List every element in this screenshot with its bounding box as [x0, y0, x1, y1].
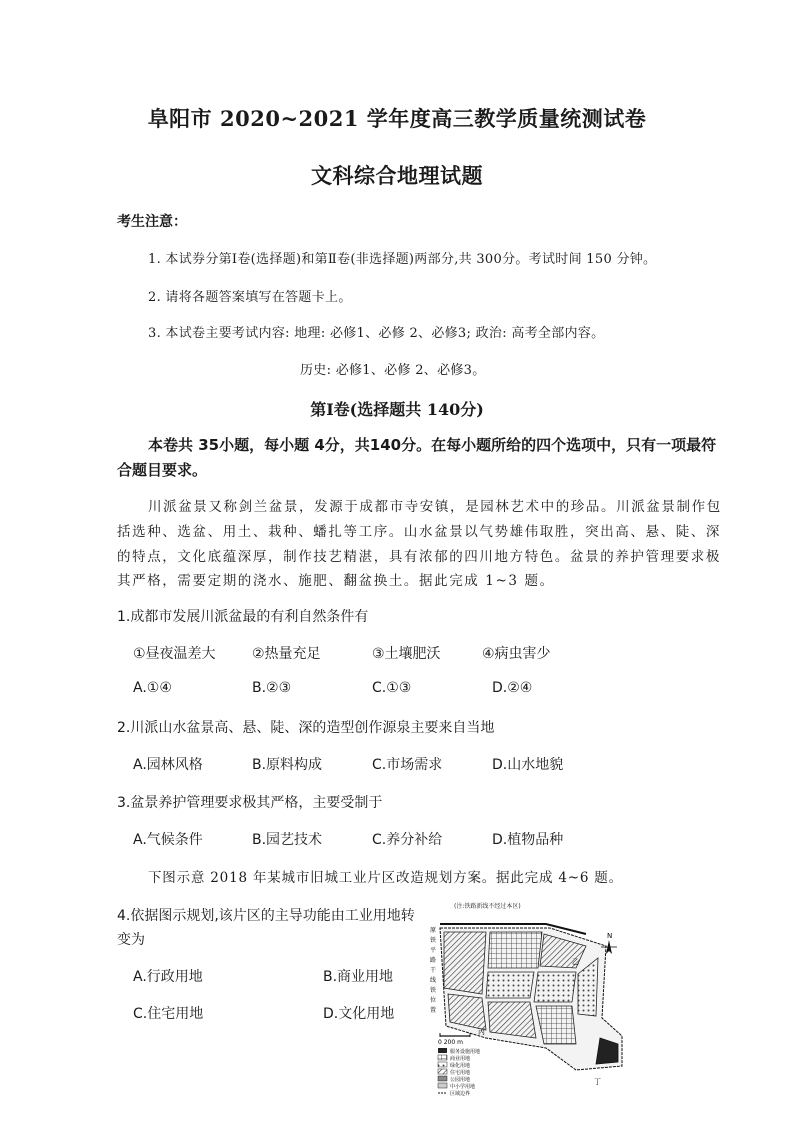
passage1-line3: 的特点，文化底蕴深厚，制作技艺精湛，具有浓郁的四川地方特色。盆景的养护管理要求极 [117, 549, 721, 565]
block-residential-south [488, 1002, 536, 1038]
q1-option-b: B.②③ [252, 680, 292, 696]
passage1-line4: 其严格，需要定期的浇水、施肥、翻盆换土。据此完成 1~3 题。 [117, 573, 555, 589]
map-left-labels [430, 926, 436, 1014]
passage1-line1: 川派盆景又称剑兰盆景，发源于成都市寺安镇，是园林艺术中的珍品。川派盆景制作包 [148, 499, 722, 515]
q2-option-c: C.市场需求 [372, 757, 443, 773]
map-note: (注:铁路新线不经过本区) [454, 903, 521, 910]
q1-option-d: D.②④ [492, 680, 533, 696]
svg-text:绿化用地: 绿化用地 [450, 1063, 471, 1069]
notice-item-1: 1. 本试券分第Ⅰ卷(选择题)和第Ⅱ卷(非选择题)两部分,共 300分。考试时间 150 分钟。 [148, 252, 657, 267]
passage1-line2: 括选种、选盆、用土、栽种、蟠扎等工序。山水盆景以气势雄伟取胜，突出高、悬、陡、深 [117, 524, 721, 540]
q1-item-3: ③土壤肥沃 [372, 646, 441, 662]
svg-text:商业用地: 商业用地 [450, 1056, 471, 1062]
svg-text:置: 置 [430, 1007, 437, 1014]
notice-heading: 考生注意： [117, 214, 187, 230]
svg-text:原: 原 [430, 927, 437, 934]
notice-item-4: 历史: 必修1、必修 2、必修3。 [300, 363, 486, 378]
map-legend [438, 1048, 480, 1097]
svg-text:干: 干 [430, 967, 437, 974]
block-green [486, 972, 534, 998]
svg-text:线: 线 [430, 977, 437, 984]
scale-bar [438, 1033, 470, 1046]
svg-text:区域边界: 区域边界 [450, 1091, 471, 1097]
block-residential-west [444, 932, 486, 994]
notice-item-2: 2. 请将各题答案填写在答题卡上。 [148, 290, 352, 305]
svg-text:公园用地: 公园用地 [450, 1077, 471, 1083]
svg-text:住宅用地: 住宅用地 [450, 1070, 471, 1076]
land-use-map [426, 898, 628, 1098]
block-green-east [534, 972, 576, 1002]
q4-stem-line2: 变为 [117, 932, 145, 948]
svg-text:铁: 铁 [430, 937, 437, 944]
q4-option-d: D.文化用地 [323, 1006, 395, 1022]
q1-stem: 1.成都市发展川派盆最的有利自然条件有 [117, 609, 369, 625]
q3-option-d: D.植物品种 [492, 832, 564, 848]
land-use-map-svg [426, 898, 628, 1098]
section-intro-line1: 本卷共 35小题，每小题 4分，共140分。在每小题所给的四个选项中，只有一项最符 [148, 436, 717, 454]
svg-text:N: N [607, 932, 613, 940]
q4-option-b: B.商业用地 [323, 969, 394, 985]
q3-option-b: B.园艺技术 [252, 832, 323, 848]
label-ding: 丁 [594, 1078, 601, 1086]
q3-option-c: C.养分补给 [372, 832, 443, 848]
block-commercial-north [488, 932, 542, 968]
q2-stem: 2.川派山水盆景高、悬、陡、深的造型创作源泉主要来自当地 [117, 720, 495, 736]
q2-option-b: B.原料构成 [252, 757, 323, 773]
svg-text:平: 平 [430, 947, 437, 954]
q3-stem: 3.盆景养护管理要求极其严格，主要受制于 [117, 795, 383, 811]
label-bing: 丙 [478, 1028, 485, 1036]
svg-text:位: 位 [430, 997, 437, 1004]
svg-text:路: 路 [430, 957, 437, 964]
q1-item-4: ④病虫害少 [482, 646, 551, 662]
q1-item-2: ②热量充足 [252, 646, 321, 662]
notice-item-3: 3. 本试卷主要考试内容: 地理: 必修1、必修 2、必修3; 政治: 高考全部内容。 [148, 326, 605, 341]
q4-option-a: A.行政用地 [133, 969, 203, 985]
q4-option-c: C.住宅用地 [133, 1006, 204, 1022]
q3-option-a: A.气候条件 [133, 832, 203, 848]
label-yi: 乙 [572, 958, 579, 966]
svg-text:0 200 m: 0 200 m [438, 1039, 463, 1046]
svg-text:铁: 铁 [430, 987, 437, 994]
q1-option-c: C.①③ [372, 680, 412, 696]
q2-option-a: A.园林风格 [133, 757, 203, 773]
q2-option-d: D.山水地貌 [492, 757, 564, 773]
q1-item-1: ①昼夜温差大 [133, 646, 216, 662]
exam-subtitle: 文科综合地理试题 [311, 163, 483, 188]
section-intro-line2: 合题目要求。 [117, 461, 208, 479]
q4-stem-line1: 4.依据图示规划,该片区的主导功能由工业用地转 [117, 908, 415, 924]
svg-text:服务设施用地: 服务设施用地 [450, 1049, 481, 1055]
passage2-text: 下图示意 2018 年某城市旧城工业片区改造规划方案。据此完成 4~6 题。 [148, 870, 623, 886]
exam-title: 阜阳市 2020~2021 学年度高三教学质量统测试卷 [147, 106, 647, 131]
q1-option-a: A.①④ [133, 680, 172, 696]
section-title: 第Ⅰ卷(选择题共 140分) [310, 400, 484, 419]
svg-text:中小学用地: 中小学用地 [450, 1084, 476, 1090]
